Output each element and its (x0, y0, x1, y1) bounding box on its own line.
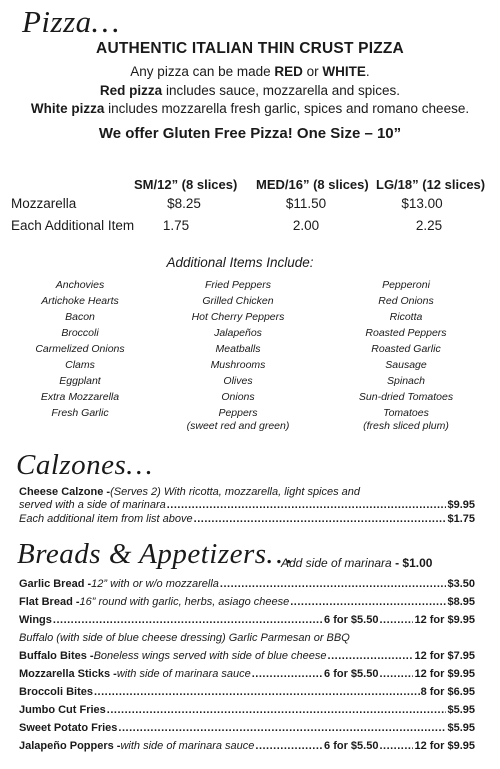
dot-leader (118, 721, 446, 736)
appetizer-price-small: 6 for $5.50 (324, 614, 379, 626)
appetizer-name: Jumbo Cut Fries (19, 704, 106, 716)
appetizer-price-small: 6 for $5.50 (324, 668, 379, 680)
appetizer-row (19, 703, 475, 718)
appetizer-name: Broccoli Bites (19, 686, 93, 698)
appetizer-row (19, 577, 475, 592)
appetizer-name: Garlic Bread - (19, 578, 92, 590)
topping-item: Extra Mozzarella (40, 391, 120, 403)
topping-item: Clams (65, 359, 95, 371)
cheese-calzone-line-1: Cheese Calzone - (Serves 2) With ricotta, mozzarella, light spices and (19, 486, 361, 498)
topping-item: Grilled Chicken (202, 295, 274, 307)
topping-item: Broccoli (61, 327, 99, 339)
appetizer-price: 12 for $9.95 (414, 668, 475, 680)
appetizer-row (19, 685, 475, 700)
wings-flavors-text: Buffalo (with side of blue cheese dressing) Garlic Parmesan or BBQ (19, 632, 350, 644)
appetizer-description: 16” round with garlic, herbs, asiago cheese (79, 596, 290, 608)
dot-leader (255, 739, 323, 754)
dot-leader (107, 703, 447, 718)
topping-item: Fresh Garlic (51, 407, 109, 419)
topping-item: Sausage (385, 359, 427, 371)
toppings-heading: Additional Items Include: (166, 255, 314, 270)
topping-item: Red Onions (378, 295, 434, 307)
topping-item: Onions (221, 391, 255, 403)
calzone-extra-item-line: Each additional item from list above ..... $1.75 (19, 512, 475, 527)
topping-item: Peppers (218, 407, 258, 419)
topping-item: Spinach (387, 375, 425, 387)
dot-leader (379, 613, 413, 628)
topping-item: Mushrooms (210, 359, 266, 371)
pizza-intro-line-1: Any pizza can be made RED or WHITE. (130, 64, 370, 79)
pizza-intro-line-3: White pizza includes mozzarella fresh garlic, spices and romano cheese. (30, 101, 470, 116)
topping-note: (sweet red and green) (186, 420, 290, 432)
topping-item: Tomatoes (383, 407, 429, 419)
topping-item: Pepperoni (382, 279, 430, 291)
topping-note: (fresh sliced plum) (363, 420, 449, 432)
row-mozzarella-medium-price: $11.50 (285, 196, 327, 211)
toppings-column-2 (158, 277, 318, 432)
size-header-large: LG/18” (12 slices) (376, 177, 486, 192)
topping-item: Roasted Peppers (365, 327, 447, 339)
dot-leader (53, 613, 323, 628)
appetizer-row (19, 721, 475, 736)
appetizer-name: Sweet Potato Fries (19, 722, 118, 734)
appetizer-price: 12 for $9.95 (414, 614, 475, 626)
row-additional-large-price: 2.25 (415, 218, 443, 233)
appetizer-price: $3.50 (447, 578, 475, 590)
size-header-small: SM/12” (8 slices) (134, 177, 238, 192)
pizza-section-title: Pizza… (22, 4, 120, 39)
topping-item: Sun-dried Tomatoes (358, 391, 454, 403)
pizza-intro-line-2: Red pizza includes sauce, mozzarella and spices. (99, 83, 401, 98)
topping-item: Anchovies (55, 279, 105, 291)
toppings-column-1 (0, 277, 160, 421)
appetizer-row (19, 613, 475, 628)
dot-leader (220, 577, 447, 592)
appetizer-row (19, 667, 475, 682)
calzone-extra-item-price: $1.75 (447, 513, 475, 525)
pizza-subtitle: AUTHENTIC ITALIAN THIN CRUST PIZZA (96, 40, 404, 57)
dot-leader (328, 649, 414, 664)
cheese-calzone-price: $9.95 (447, 499, 475, 511)
dot-leader (94, 685, 420, 700)
appetizer-price: 12 for $7.95 (414, 650, 475, 662)
topping-item: Olives (223, 375, 253, 387)
dot-leader (379, 739, 413, 754)
topping-item: Ricotta (389, 311, 423, 323)
appetizer-name: Wings (19, 614, 52, 626)
appetizer-description: with side of marinara sauce (116, 668, 251, 680)
gluten-free-note: We offer Gluten Free Pizza! One Size – 10” (98, 125, 402, 142)
appetizer-price: 8 for $6.95 (420, 686, 475, 698)
dot-leader (290, 595, 446, 610)
marinara-addon: Add side of marinara - $1.00 (281, 556, 433, 570)
appetizer-price: $5.95 (447, 722, 475, 734)
appetizer-price-small: 6 for $5.50 (324, 740, 379, 752)
appetizer-description: 12” with or w/o mozzarella (91, 578, 219, 590)
row-mozzarella-small-price: $8.25 (167, 196, 201, 211)
appetizer-price: 12 for $9.95 (414, 740, 475, 752)
wings-flavors-note (19, 631, 475, 646)
dot-leader (379, 667, 413, 682)
appetizer-row (19, 595, 475, 610)
topping-item: Bacon (65, 311, 95, 323)
topping-item: Fried Peppers (205, 279, 271, 291)
appetizer-price: $5.95 (447, 704, 475, 716)
topping-item: Meatballs (215, 343, 261, 355)
row-additional-medium-price: 2.00 (292, 218, 320, 233)
topping-item: Artichoke Hearts (41, 295, 119, 307)
appetizer-price: $8.95 (447, 596, 475, 608)
topping-item: Jalapeños (214, 327, 262, 339)
row-mozzarella-large-price: $13.00 (401, 196, 443, 211)
appetizer-name: Mozzarella Sticks - (19, 668, 117, 680)
topping-item: Hot Cherry Peppers (191, 311, 285, 323)
cheese-calzone-line-2: served with a side of marinara ..... $9.95 (19, 498, 475, 513)
dot-leader (252, 667, 323, 682)
breads-section-title: Breads & Appetizers… (17, 538, 293, 570)
appetizer-description: with side of marinara sauce (120, 740, 255, 752)
appetizer-name: Jalapeño Poppers - (19, 740, 121, 752)
topping-item: Roasted Garlic (371, 343, 441, 355)
calzones-section-title: Calzones… (16, 449, 153, 481)
toppings-column-3 (326, 277, 486, 432)
size-header-medium: MED/16” (8 slices) (256, 177, 369, 192)
topping-item: Carmelized Onions (35, 343, 125, 355)
appetizer-description: Boneless wings served with side of blue cheese (93, 650, 327, 662)
row-additional-small-price: 1.75 (162, 218, 190, 233)
appetizer-row (19, 739, 475, 754)
appetizer-name: Buffalo Bites - (19, 650, 94, 662)
appetizer-row (19, 649, 475, 664)
row-mozzarella-label: Mozzarella (11, 196, 77, 211)
row-additional-label: Each Additional Item (11, 218, 135, 233)
appetizer-name: Flat Bread - (19, 596, 80, 608)
topping-item: Eggplant (59, 375, 101, 387)
